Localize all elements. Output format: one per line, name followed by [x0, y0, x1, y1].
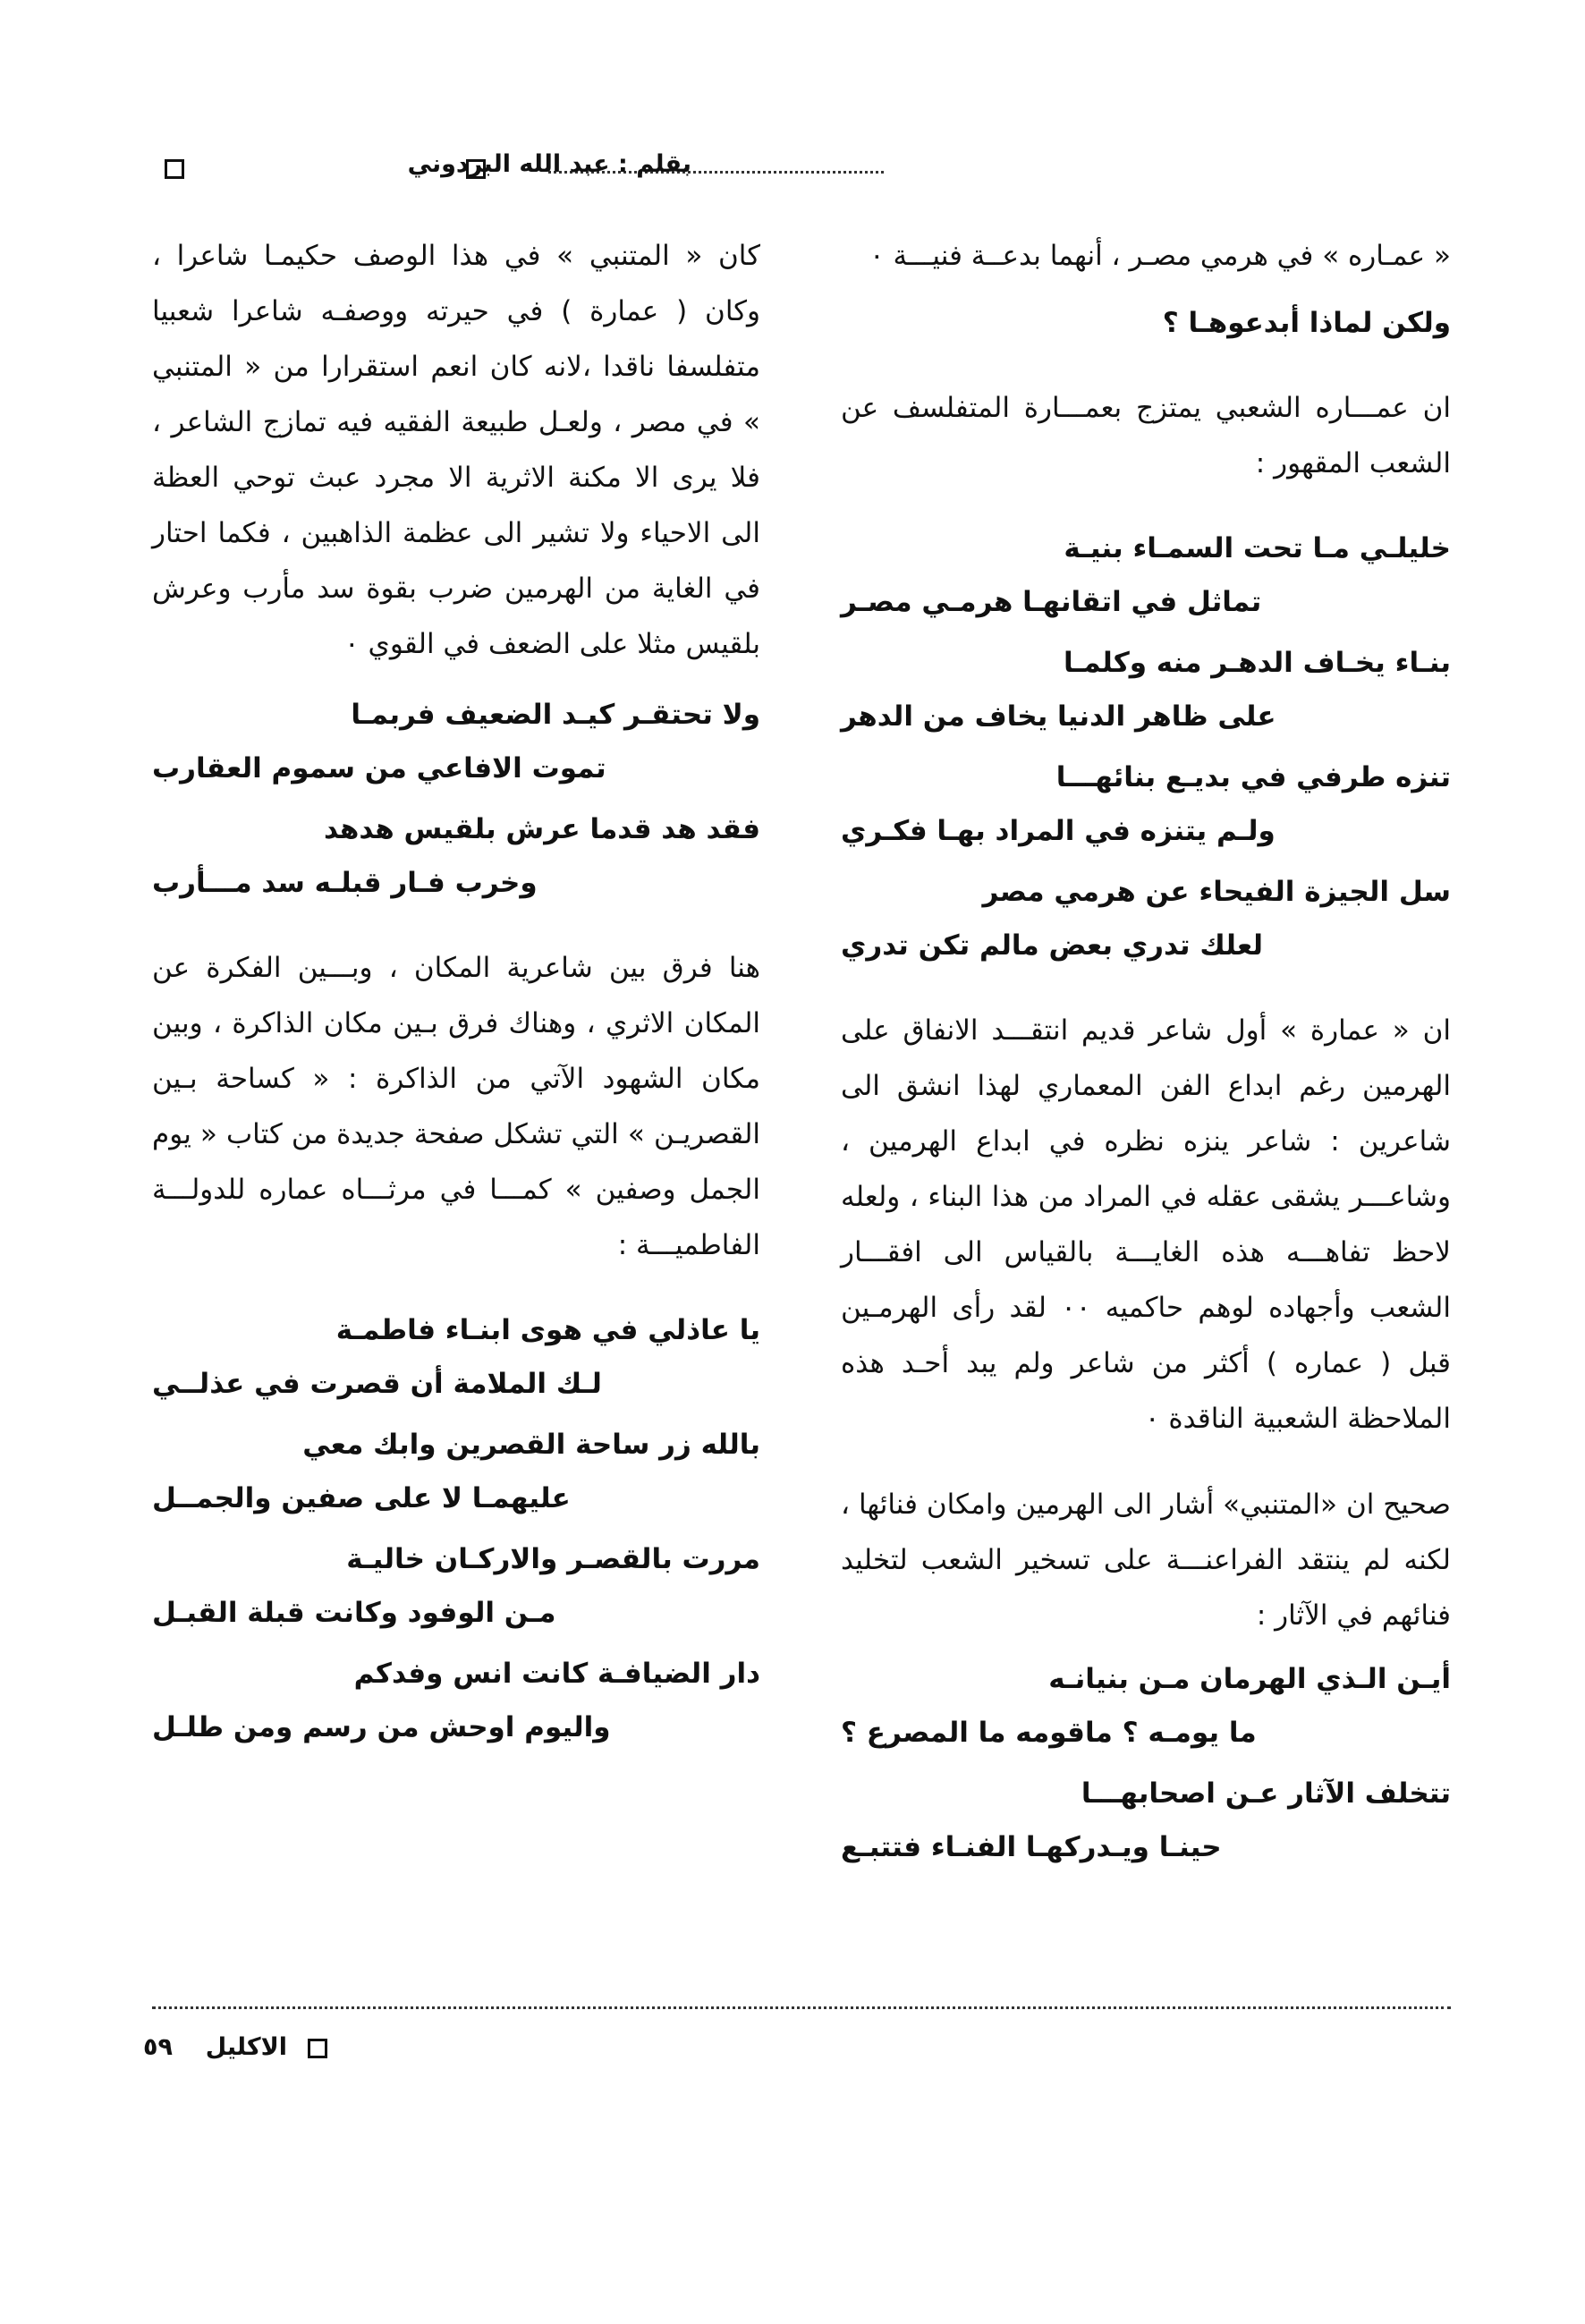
verse [152, 1303, 760, 1411]
verse-first-hemistich: بالله زر ساحة القصرين وابك معي [302, 1429, 760, 1461]
left-column [152, 228, 760, 1754]
paragraph: صحيح ان «المتنبي» أشار الى الهرمين وامكان فنائها ، لكنه لم ينتقد الفراعنـــة على تسخير الشعب لتخليد فنائهم في الآثار : [841, 1489, 1451, 1632]
verse-second-hemistich: تموت الافاعي من سموم العقارب [152, 752, 606, 785]
poem [841, 522, 1451, 972]
verse-first-hemistich: فقد هد قدما عرش بلقيس هدهد [323, 813, 760, 845]
author-line: بقلم : عبد الله البردوني [407, 150, 691, 178]
verse-second-hemistich: تماثل في اتقانهـا هرمـي مصـر [841, 586, 1262, 618]
verse-first-hemistich: ولا تحتقـر كيـد الضعيف فربمـا [351, 699, 760, 731]
paragraph: كان « المتنبي » في هذا الوصف حكيمـا شاعرا ، وكان ( عمارة ) في حيرته ووصفـه شاعرا شعبيا متفلسفا ناقدا ،لانه كان انعم استقرارا من « المتنبي » في مصر ، ولعـل طبيعة الفقيه فيه تمازج الشاعر ، فلا يرى الا مكنة الاثرية الا مجرد عبث توحي العظة الى الاحياء ولا تشير الى عظمة الذاهبين ، فكما احتار في الغاية من الهرمين ضرب بقوة سد مأرب وعرش بلقيس مثلا على الضعف في القوي ٠ [152, 240, 760, 660]
paragraph: هنا فرق بين شاعرية المكان ، وبـــين الفكرة عن المكان الاثري ، وهناك فرق بـين مكان الذاكرة ، وبين مكان الشهود الآتي من الذاكرة : « كساحة بـين القصريـن » التي تشكل صفحة جديدة من كتاب « يوم الجمل وصفين » كمـــا في مرثـــاه عماره للدولـــة الفاطميـــة : [152, 952, 760, 1261]
footer-square-icon [308, 2039, 327, 2058]
magazine-name: الاكليل [205, 2033, 287, 2061]
verse-first-hemistich: تنزه طرفي في بديـع بنائهـــا [1055, 761, 1451, 793]
verse [152, 688, 760, 795]
verse-second-hemistich: مـن الوفود وكانت قبلة القبـل [152, 1597, 556, 1629]
verse-second-hemistich: لـك الملامة أن قصرت في عذلــي [152, 1368, 602, 1400]
verse [841, 1652, 1451, 1760]
paragraph: ان عمـــاره الشعبي يمتزج بعمـــارة المتفلسف عن الشعب المقهور : [841, 392, 1451, 479]
paragraph: ان « عمارة » أول شاعر قديم انتقـــد الانفاق على الهرمين رغم ابداع الفن المعماري لهذا انشق الى شاعرين : شاعر ينزه نظره في ابداع الهرمين ، وشاعـــر يشقى عقله في المراد من هذا البناء ، ولعله لاحظ تفاهـــه هذه الغايـــة بالقياس الى افقـــار الشعب وأجهاده لوهم حاكميه ٠٠ لقد رأى الهرمـين قبل ( عماره ) أكثر من شاعر ولم يبد أحـد هذه الملاحظة الشعبية الناقدة ٠ [841, 1014, 1451, 1435]
verse-first-hemistich: بنـاء يخـاف الدهـر منه وكلمـا [1064, 647, 1451, 679]
poem [841, 1652, 1451, 1874]
running-header [159, 150, 1456, 191]
verse-first-hemistich: خليلـي مـا تحت السمـاء بنيـة [1064, 532, 1451, 564]
verse-first-hemistich: تتخلف الآثار عـن اصحابهـــا [1081, 1777, 1451, 1810]
verse [841, 636, 1451, 743]
verse [841, 1767, 1451, 1874]
question-line: ولكن لماذا أبدعوهـا ؟ [1162, 307, 1451, 339]
page-footer [143, 2033, 327, 2073]
verse-first-hemistich: يا عاذلي في هوى ابنـاء فاطمـة [335, 1314, 760, 1346]
poem [152, 1303, 760, 1754]
verse [152, 802, 760, 910]
verse-second-hemistich: على ظاهر الدنيا يخاف من الدهر [841, 700, 1276, 733]
verse [841, 751, 1451, 858]
verse [841, 522, 1451, 629]
verse-first-hemistich: سل الجيزة الفيحاء عن هرمي مصر [982, 876, 1451, 908]
footer-dotted-rule [152, 2006, 1451, 2009]
verse [152, 1647, 760, 1754]
right-column [841, 228, 1451, 1874]
verse-first-hemistich: مررت بالقصـر والاركـان خاليـة [346, 1543, 760, 1575]
intro-paragraph: « عمـاره » في هرمي مصـر ، أنهما بدعــة فنيـــة ٠ [869, 240, 1451, 272]
verse-second-hemistich: وخرب فـار قبلـه سد مـــأرب [152, 867, 538, 899]
verse-second-hemistich: ولـم يتنزه في المراد بهـا فكـري [841, 815, 1276, 847]
verse [841, 865, 1451, 972]
verse-second-hemistich: لعلك تدري بعض مالم تكن تدري [841, 929, 1264, 962]
verse-first-hemistich: دار الضيافـة كانت انس وفدكم [353, 1658, 760, 1690]
verse-first-hemistich: أيـن الـذي الهرمان مـن بنيانـه [1048, 1663, 1451, 1695]
verse [152, 1418, 760, 1525]
page-number: ٥٩ [143, 2033, 173, 2061]
header-square-icon [165, 159, 184, 179]
verse-second-hemistich: واليوم اوحش من رسم ومن طلـل [152, 1711, 611, 1743]
verse-second-hemistich: ما يومـه ؟ ماقومه ما المصرع ؟ [841, 1717, 1257, 1749]
verse-second-hemistich: حينـا ويـدركهـا الفنـاء فتتبـع [841, 1831, 1222, 1863]
verse-second-hemistich: عليهمـا لا على صفين والجمــل [152, 1482, 571, 1514]
poem [152, 688, 760, 910]
verse [152, 1532, 760, 1640]
